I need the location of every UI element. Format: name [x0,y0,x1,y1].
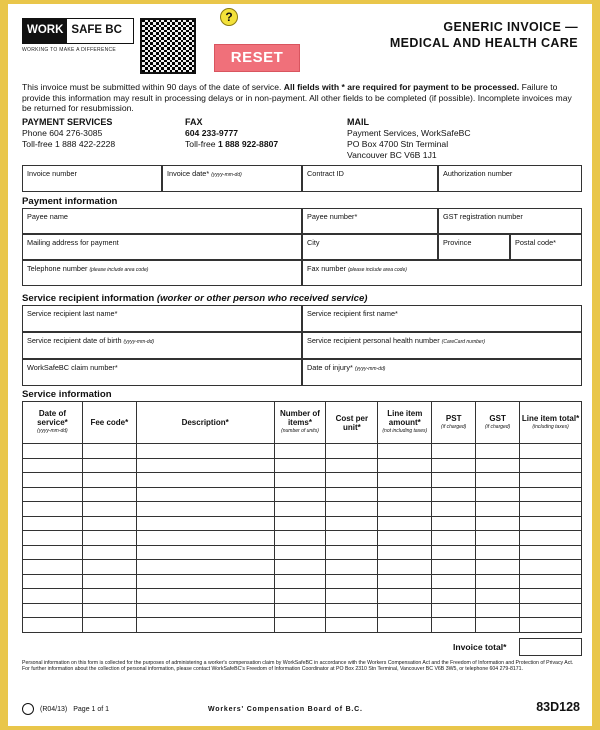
service-cell[interactable] [378,589,432,604]
service-cell[interactable] [23,487,83,502]
service-cell[interactable] [476,618,520,633]
service-column-header [274,402,326,444]
service-cell[interactable] [326,531,378,546]
service-cell[interactable] [378,618,432,633]
province-label: Province [443,238,472,247]
table-row [23,603,582,618]
contract-id-label: Contract ID [307,169,344,178]
service-cell[interactable] [520,560,582,575]
service-cell[interactable] [520,545,582,560]
service-table [22,401,582,633]
fax-contact [185,117,278,150]
service-cell[interactable] [432,618,476,633]
service-cell[interactable] [378,444,432,459]
service-column-label: Description* [181,418,229,427]
service-cell[interactable] [23,531,83,546]
mailing-address-field[interactable] [22,234,302,260]
service-cell[interactable] [326,516,378,531]
service-cell[interactable] [274,560,326,575]
service-cell[interactable] [432,487,476,502]
service-cell[interactable] [520,531,582,546]
service-cell[interactable] [432,444,476,459]
service-cell[interactable] [136,603,274,618]
payment-services-heading: PAYMENT SERVICES [22,117,113,127]
service-cell[interactable] [82,589,136,604]
service-cell[interactable] [520,487,582,502]
postal-code-label: Postal code* [515,238,556,247]
service-cell[interactable] [23,618,83,633]
logo-part-work: WORK [23,19,67,43]
service-column-label: Number of items* [279,409,320,427]
service-cell[interactable] [274,589,326,604]
service-cell[interactable] [378,560,432,575]
service-column-header [326,402,378,444]
service-cell[interactable] [136,531,274,546]
fax-field[interactable] [302,260,582,286]
service-cell[interactable] [378,516,432,531]
service-cell[interactable] [378,545,432,560]
invoice-number-field[interactable] [22,165,162,192]
service-column-hint: (number of units) [281,428,319,434]
telephone-field[interactable] [22,260,302,286]
service-cell[interactable] [82,560,136,575]
invoice-date-field[interactable] [162,165,302,192]
fax-hint: (please include area code) [347,267,407,273]
service-cell[interactable] [520,502,582,517]
form-title-line2: MEDICAL AND HEALTH CARE [389,36,578,50]
service-cell[interactable] [82,473,136,488]
table-row [23,545,582,560]
service-cell[interactable] [136,458,274,473]
service-column-label: Line item total* [521,413,580,423]
service-cell[interactable] [82,516,136,531]
service-cell[interactable] [520,589,582,604]
service-cell[interactable] [378,603,432,618]
city-field[interactable] [302,234,438,260]
privacy-notice: Personal information on this form is collected for the purposes of administering a worker's compensation claim by WorkSafeBC in accordance with the Workers Compensation Act and the Freedom of Information and Protection of Privacy Act. For further information about the collection of personal information, please contact WorkSafeBC's Freedom of Information Coordinator at PO Box 2310 Stn Terminal, Vancouver BC V6B 3W5, or telephone 604 279-8171. [22,660,574,673]
claim-number-label: WorkSafeBC claim number* [27,363,118,372]
service-cell[interactable] [136,574,274,589]
postal-code-field[interactable] [510,234,582,260]
fax-label: Fax number [307,264,346,273]
recipient-phn-field[interactable] [302,332,582,359]
gst-number-field[interactable] [438,208,582,234]
recipient-info-title: Service recipient information [22,293,155,304]
claim-number-field[interactable] [22,359,302,386]
payee-name-field[interactable] [22,208,302,234]
service-cell[interactable] [82,603,136,618]
service-column-label: Cost per unit* [335,413,369,432]
service-cell[interactable] [520,574,582,589]
service-cell[interactable] [476,458,520,473]
service-cell[interactable] [23,473,83,488]
service-cell[interactable] [274,473,326,488]
service-cell[interactable] [378,487,432,502]
payee-number-label: Payee number* [307,212,358,221]
service-cell[interactable] [136,545,274,560]
invoice-number-label: Invoice number [27,169,77,178]
service-cell[interactable] [326,444,378,459]
service-cell[interactable] [432,574,476,589]
service-cell[interactable] [326,487,378,502]
service-cell[interactable] [476,560,520,575]
service-table-body [23,444,582,633]
service-column-header [520,402,582,444]
service-cell[interactable] [326,603,378,618]
service-column-header [378,402,432,444]
service-cell[interactable] [23,545,83,560]
service-cell[interactable] [326,589,378,604]
recipient-last-name-label: Service recipient last name* [27,309,118,318]
service-cell[interactable] [23,589,83,604]
recipient-dob-hint: (yyyy-mm-dd) [123,339,155,345]
recipient-dob-label: Service recipient date of birth [27,336,122,345]
service-cell[interactable] [520,444,582,459]
service-cell[interactable] [378,531,432,546]
service-cell[interactable] [520,516,582,531]
table-row [23,502,582,517]
payment-services-contact [22,117,115,150]
contract-id-field[interactable] [302,165,438,192]
service-cell[interactable] [136,502,274,517]
board-name: Workers' Compensation Board of B.C. [208,706,363,713]
table-row [23,589,582,604]
barcode-icon [140,18,196,74]
recipient-info-heading [22,293,368,304]
service-cell[interactable] [274,502,326,517]
service-cell[interactable] [476,473,520,488]
seal-icon [22,703,34,715]
mail-line2: PO Box 4700 Stn Terminal [347,139,449,149]
fax-heading: FAX [185,117,203,127]
service-column-header [82,402,136,444]
service-cell[interactable] [326,473,378,488]
service-cell[interactable] [82,531,136,546]
service-cell[interactable] [326,618,378,633]
service-table-header [23,402,582,444]
form-code: 83D128 [536,700,580,714]
service-cell[interactable] [274,545,326,560]
service-cell[interactable] [274,531,326,546]
recipient-last-name-field[interactable] [22,305,302,332]
mail-line3: Vancouver BC V6B 1J1 [347,150,437,160]
service-column-label: Date of service* [37,409,68,427]
worksafebc-logo [22,18,134,44]
service-cell[interactable] [82,458,136,473]
service-cell[interactable] [432,473,476,488]
service-cell[interactable] [82,502,136,517]
service-cell[interactable] [432,458,476,473]
service-cell[interactable] [476,574,520,589]
service-cell[interactable] [23,560,83,575]
service-cell[interactable] [82,444,136,459]
table-row [23,487,582,502]
service-column-label: GST [489,413,506,423]
authorization-number-field[interactable] [438,165,582,192]
mail-line1: Payment Services, WorkSafeBC [347,128,471,138]
table-row [23,444,582,459]
table-row [23,574,582,589]
payment-info-heading: Payment information [22,196,118,207]
service-cell[interactable] [476,502,520,517]
service-cell[interactable] [274,516,326,531]
service-cell[interactable] [326,574,378,589]
invoice-total-field[interactable] [519,638,582,656]
recipient-first-name-field[interactable] [302,305,582,332]
service-cell[interactable] [82,487,136,502]
logo-part-safebc: SAFE BC [71,24,122,36]
telephone-hint: (please include area code) [89,267,149,273]
service-cell[interactable] [326,560,378,575]
service-cell[interactable] [274,458,326,473]
injury-date-label: Date of injury* [307,363,353,372]
service-cell[interactable] [432,560,476,575]
service-cell[interactable] [23,603,83,618]
intro-text [22,82,582,114]
service-cell[interactable] [274,487,326,502]
service-column-hint: (not including taxes) [382,428,428,434]
service-cell[interactable] [82,574,136,589]
service-cell[interactable] [520,458,582,473]
payment-tollfree: Toll-free 1 888 422-2228 [22,139,116,149]
service-cell[interactable] [432,531,476,546]
service-cell[interactable] [23,574,83,589]
table-row [23,516,582,531]
service-column-header [432,402,476,444]
service-cell[interactable] [476,589,520,604]
service-column-hint: (yyyy-mm-dd) [37,428,68,434]
service-cell[interactable] [520,603,582,618]
service-cell[interactable] [378,473,432,488]
service-cell[interactable] [274,618,326,633]
province-field[interactable] [438,234,510,260]
service-cell[interactable] [432,502,476,517]
service-cell[interactable] [378,502,432,517]
invoice-page [8,4,592,726]
service-cell[interactable] [82,618,136,633]
gst-number-label: GST registration number [443,212,523,221]
form-version: (R04/13) [40,705,68,713]
service-cell[interactable] [82,545,136,560]
service-cell[interactable] [476,603,520,618]
form-title-line1: GENERIC INVOICE — [443,20,578,34]
service-cell[interactable] [326,502,378,517]
city-label: City [307,238,320,247]
service-column-hint: (if charged) [484,423,511,430]
payee-name-label: Payee name [27,212,68,221]
invoice-date-label: Invoice date* [167,169,210,178]
service-cell[interactable] [274,574,326,589]
service-cell[interactable] [136,473,274,488]
service-cell[interactable] [520,473,582,488]
service-cell[interactable] [476,487,520,502]
service-cell[interactable] [326,545,378,560]
payee-number-field[interactable] [302,208,438,234]
service-column-label: Fee code* [90,418,129,427]
service-column-hint: (including taxes) [532,423,569,430]
service-column-header [476,402,520,444]
recipient-first-name-label: Service recipient first name* [307,309,398,318]
service-cell[interactable] [378,458,432,473]
service-column-label: Line item amount* [387,409,423,427]
service-cell[interactable] [432,545,476,560]
service-cell[interactable] [476,545,520,560]
payment-phone: Phone 604 276-3085 [22,128,103,138]
service-cell[interactable] [326,458,378,473]
reset-button[interactable]: RESET [214,44,300,72]
service-cell[interactable] [23,444,83,459]
service-info-heading: Service information [22,389,112,400]
fax-tollfree: 1 888 922-8807 [217,139,279,149]
table-row [23,458,582,473]
table-row [23,560,582,575]
page-indicator: Page 1 of 1 [73,705,110,713]
service-cell[interactable] [432,603,476,618]
mailing-address-label: Mailing address for payment [27,238,119,247]
service-cell[interactable] [378,574,432,589]
service-cell[interactable] [136,487,274,502]
footer-left [22,703,109,715]
recipient-phn-hint: (CareCard number) [441,339,486,345]
telephone-label: Telephone number [27,264,88,273]
injury-date-hint: (yyyy-mm-dd) [354,366,386,372]
injury-date-field[interactable] [302,359,582,386]
intro-part2: Failure to provide this information may result in processing delays or in non-payment. All other fields to be completed (if possible). Incomplete invoices may be returned for resubmission. [22,82,572,113]
table-row [23,531,582,546]
service-cell[interactable] [432,589,476,604]
recipient-dob-field[interactable] [22,332,302,359]
intro-part1: This invoice must be submitted within 90 days of the date of service. [22,82,284,92]
service-column-header [136,402,274,444]
service-cell[interactable] [476,531,520,546]
table-row [23,618,582,633]
service-cell[interactable] [136,589,274,604]
mail-contact [347,117,471,161]
service-cell[interactable] [432,516,476,531]
recipient-phn-label: Service recipient personal health number [307,336,440,345]
service-cell[interactable] [520,618,582,633]
service-cell[interactable] [23,502,83,517]
service-column-hint: (if charged) [441,423,467,430]
service-cell[interactable] [23,516,83,531]
recipient-info-note: (worker or other person who received service) [156,293,368,304]
authorization-number-label: Authorization number [443,169,513,178]
mail-heading: MAIL [347,117,369,127]
intro-required-note: All fields with * are required for payment to be processed. [283,82,520,92]
service-cell[interactable] [136,560,274,575]
table-row [23,473,582,488]
service-column-header [23,402,83,444]
service-cell[interactable] [136,516,274,531]
fax-number: 604 233-9777 [185,128,239,138]
fax-tollfree-label: Toll-free [185,139,218,149]
invoice-date-hint: (yyyy-mm-dd) [211,172,242,178]
service-cell[interactable] [136,444,274,459]
service-cell[interactable] [23,458,83,473]
service-cell[interactable] [274,444,326,459]
help-icon[interactable]: ? [220,8,238,26]
invoice-total-label: Invoice total* [453,642,507,652]
service-column-label: PST [445,413,462,423]
service-cell[interactable] [274,603,326,618]
service-cell[interactable] [136,618,274,633]
service-cell[interactable] [476,516,520,531]
logo-tagline: WORKING TO MAKE A DIFFERENCE [22,47,117,53]
service-cell[interactable] [476,444,520,459]
